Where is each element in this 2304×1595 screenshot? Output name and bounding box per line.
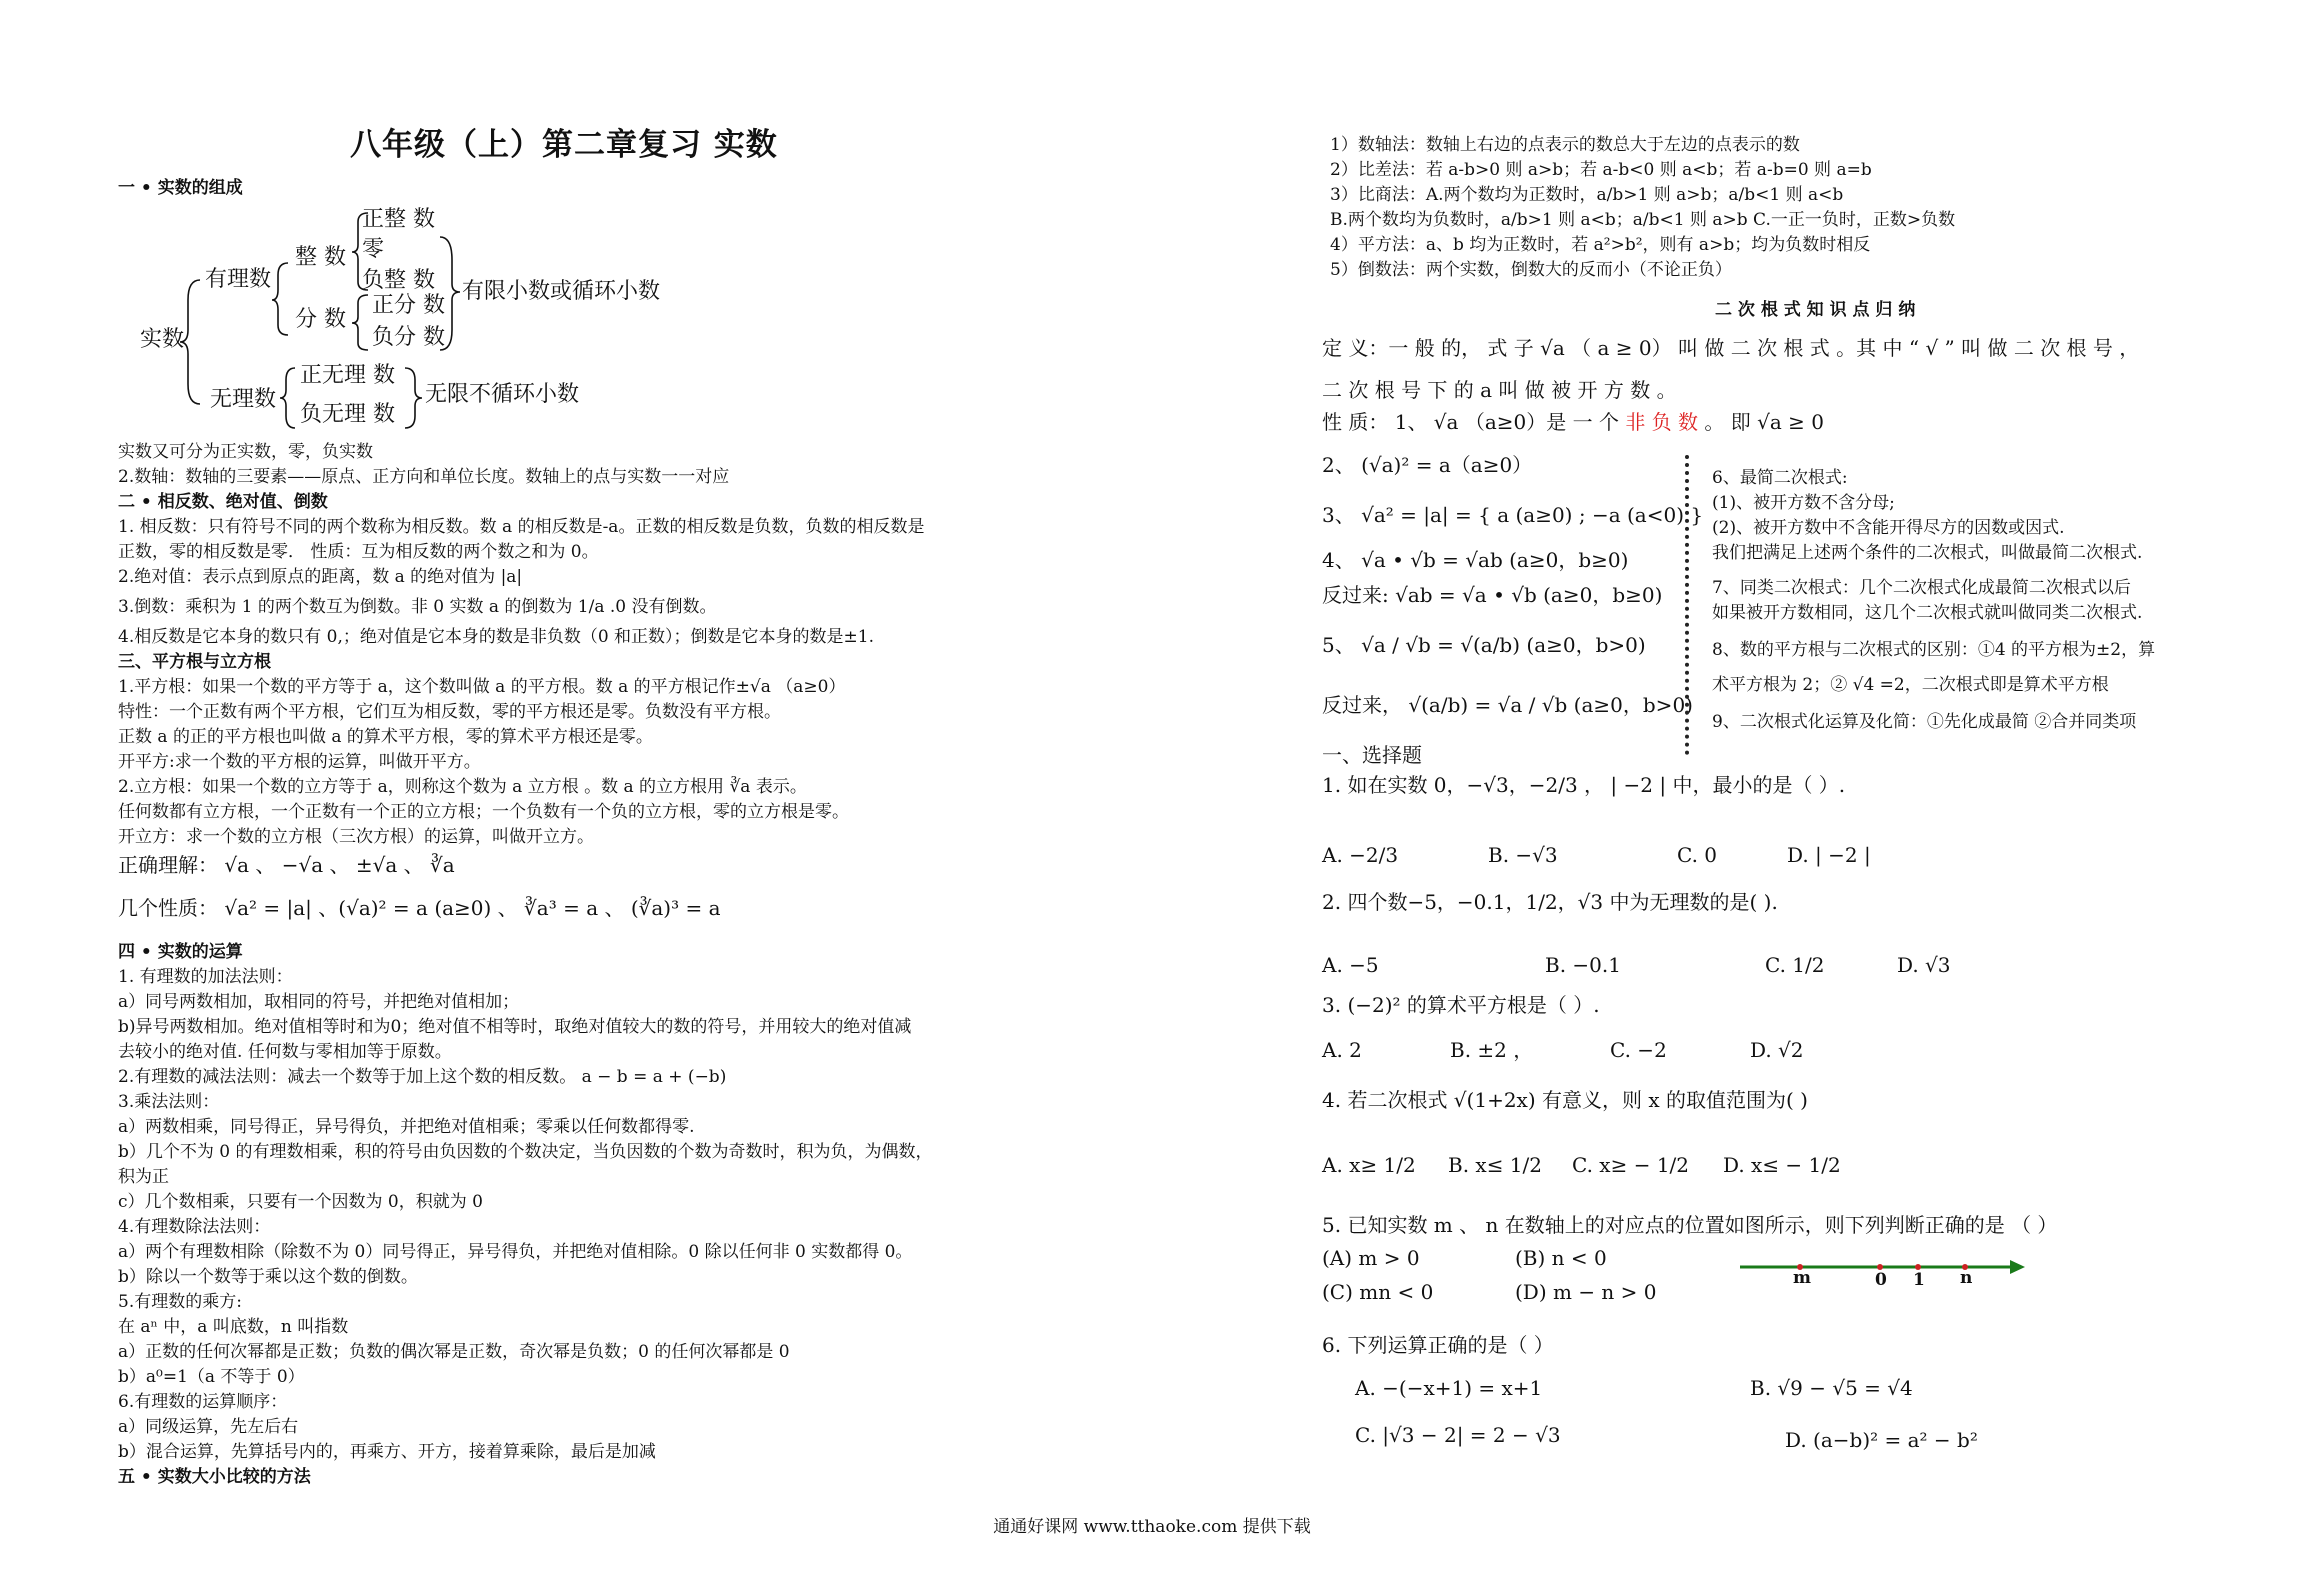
q5-option-c: (C) mn < 0 <box>1322 1280 1434 1304</box>
tree-pos-frac: 正分 数 <box>372 293 445 318</box>
section-heading: 五 • 实数大小比较的方法 <box>118 1467 311 1487</box>
q4-option-d: D. x≤ − 1/2 <box>1723 1153 1841 1177</box>
section-heading: 一 • 实数的组成 <box>118 178 243 198</box>
radical-title: 二 次 根 式 知 识 点 归 纳 <box>1715 300 1916 320</box>
tree-neg-frac: 负分 数 <box>372 325 445 350</box>
tree-pos-irr: 正无理 数 <box>300 363 395 388</box>
left-line: 正数 a 的正的平方根也叫做 a 的算术平方根，零的算术平方根还是零。 <box>118 727 653 747</box>
question-6: 6. 下列运算正确的是（ ） <box>1322 1333 1554 1357</box>
compare-line: 2）比差法：若 a-b>0 则 a>b；若 a-b<0 则 a<b；若 a-b=0 则 a=b <box>1330 160 1872 180</box>
definition-line: 定 义：一 般 的， 式 子 √a （ a ≥ 0） 叫 做 二 次 根 式 。其 中 “ √ ” 叫 做 二 次 根 号 ， <box>1322 336 2140 360</box>
left-line: 5.有理数的乘方: <box>118 1292 242 1312</box>
property-line: 2、 (√a)² = a（a≥0） <box>1322 453 1533 477</box>
property-right: 术平方根为 2；② √4 =2，二次根式即是算术平方根 <box>1712 675 2109 695</box>
numberline-zero: 0 <box>1875 1270 1887 1290</box>
q5-option-d: (D) m − n > 0 <box>1515 1280 1657 1304</box>
question-2: 2. 四个数−5，−0.1，1/2，√3 中为无理数的是( ). <box>1322 890 1778 914</box>
compare-line: 5）倒数法：两个实数，倒数大的反而小（不论正负） <box>1330 260 1732 280</box>
q4-option-b: B. x≤ 1/2 <box>1448 1153 1542 1177</box>
left-line: 2.有理数的减法法则：减去一个数等于加上这个数的相反数。 a − b = a + (−b) <box>118 1067 727 1087</box>
left-line: b）几个不为 0 的有理数相乘，积的符号由负因数的个数决定，当负因数的个数为奇数时，积为负，为偶数， <box>118 1142 933 1162</box>
left-line: c）几个数相乘，只要有一个因数为 0，积就为 0 <box>118 1192 483 1212</box>
question-section: 一、选择题 <box>1322 743 1422 767</box>
tree-rational: 有理数 <box>205 267 272 292</box>
property-right: 7、同类二次根式：几个二次根式化成最简二次根式以后 <box>1712 578 2131 598</box>
left-line: 2.绝对值：表示点到原点的距离，数 a 的绝对值为 |a| <box>118 567 523 587</box>
tree-neg-irr: 负无理 数 <box>300 402 395 427</box>
q5-option-a: (A) m > 0 <box>1322 1246 1420 1270</box>
page-title: 八年级（上）第二章复习 实数 <box>350 127 778 163</box>
left-line: 特性：一个正数有两个平方根，它们互为相反数，零的平方根还是零。负数没有平方根。 <box>118 702 781 722</box>
left-line: 去较小的绝对值. 任何数与零相加等于原数。 <box>118 1042 452 1062</box>
left-line: 开平方:求一个数的平方根的运算，叫做开平方。 <box>118 752 481 772</box>
q6-option-c: C. |√3 − 2| = 2 − √3 <box>1355 1423 1561 1447</box>
compare-line: B.两个数均为负数时，a/b>1 则 a<b；a/b<1 则 a>b C.一正一负时，正数>负数 <box>1330 210 1956 230</box>
q3-option-b: B. ±2 ， <box>1450 1038 1534 1062</box>
section-heading: 三、平方根与立方根 <box>118 652 271 672</box>
property-right: 6、最简二次根式: <box>1712 468 1848 488</box>
property-right: 8、数的平方根与二次根式的区别：①4 的平方根为±2，算 <box>1712 640 2156 660</box>
property-right: (2)、被开方数中不含能开得尽方的因数或因式. <box>1712 518 2065 538</box>
property-right: 我们把满足上述两个条件的二次根式，叫做最简二次根式. <box>1712 543 2143 563</box>
left-line: 1.平方根：如果一个数的平方等于 a，这个数叫做 a 的平方根。数 a 的平方根记作±√a （a≥0） <box>118 677 846 697</box>
left-line: 6.有理数的运算顺序： <box>118 1392 288 1412</box>
q1-option-c: C. 0 <box>1677 843 1718 867</box>
non-negative-highlight: 非 负 数 <box>1625 410 1699 434</box>
definition-line: 二 次 根 号 下 的 a 叫 做 被 开 方 数 。 <box>1322 378 1677 402</box>
left-line: 4.相反数是它本身的数只有 0,；绝对值是它本身的数是非负数（0 和正数）；倒数是它本身的数是±1. <box>118 627 875 647</box>
left-line: a）同号两数相加，取相同的符号，并把绝对值相加； <box>118 992 520 1012</box>
left-line: 实数又可分为正实数，零，负实数 <box>118 442 373 462</box>
tree-zero: 零 <box>362 237 385 262</box>
left-line: a）正数的任何次幂都是正数；负数的偶次幂是正数，奇次幂是负数；0 的任何次幂都是 0 <box>118 1342 790 1362</box>
question-3: 3. (−2)² 的算术平方根是（ ）. <box>1322 993 1600 1017</box>
left-line: 正确理解： √a 、 −√a 、 ±√a 、 ∛a <box>118 853 455 877</box>
tree-pos-int: 正整 数 <box>362 207 435 232</box>
left-line: 2.数轴：数轴的三要素——原点、正方向和单位长度。数轴上的点与实数一一对应 <box>118 467 730 487</box>
numberline-n: n <box>1960 1268 1973 1288</box>
property-1-text: 性 质： 1、 √a （a≥0）是 一 个 <box>1322 410 1619 434</box>
q1-option-d: D. | −2 | <box>1787 843 1871 867</box>
property-line: 5、 √a / √b = √(a/b) (a≥0，b>0) <box>1322 633 1646 657</box>
question-4: 4. 若二次根式 √(1+2x) 有意义，则 x 的取值范围为( ) <box>1322 1088 1808 1112</box>
property-right: 9、二次根式化运算及化简：①先化成最简 ②合并同类项 <box>1712 712 2137 732</box>
numberline-m: m <box>1793 1268 1811 1288</box>
left-line: 3.乘法法则： <box>118 1092 220 1112</box>
compare-line: 4）平方法：a、b 均为正数时，若 a²>b²，则有 a>b；均为负数时相反 <box>1330 235 1871 255</box>
property-1 <box>1322 412 1824 432</box>
q3-option-a: A. 2 <box>1322 1038 1362 1062</box>
q2-option-d: D. √3 <box>1897 953 1951 977</box>
property-line: 反过来: √ab = √a • √b (a≥0，b≥0) <box>1322 583 1663 607</box>
left-line: 1. 相反数：只有符号不同的两个数称为相反数。数 a 的相反数是-a。正数的相反数是负数，负数的相反数是 <box>118 517 925 537</box>
numberline-one: 1 <box>1913 1270 1925 1290</box>
property-1-tail: 。 即 √a ≥ 0 <box>1704 410 1824 434</box>
q4-option-c: C. x≥ − 1/2 <box>1572 1153 1690 1177</box>
q1-option-b: B. −√3 <box>1488 843 1558 867</box>
q3-option-c: C. −2 <box>1610 1038 1667 1062</box>
q2-option-a: A. −5 <box>1322 953 1379 977</box>
left-line: 正数，零的相反数是零． 性质：互为相反数的两个数之和为 0。 <box>118 542 599 562</box>
compare-line: 3）比商法：A.两个数均为正数时，a/b>1 则 a>b；a/b<1 则 a<b <box>1330 185 1844 205</box>
tree-integer: 整 数 <box>295 245 346 270</box>
tree-neg-int: 负整 数 <box>362 268 435 293</box>
left-line: b）混合运算，先算括号内的，再乘方、开方，接着算乘除，最后是加减 <box>118 1442 656 1462</box>
left-line: 1. 有理数的加法法则： <box>118 967 293 987</box>
property-line: 4、 √a • √b = √ab (a≥0，b≥0) <box>1322 548 1629 572</box>
q3-option-d: D. √2 <box>1750 1038 1804 1062</box>
left-line: 3.倒数：乘积为 1 的两个数互为倒数。非 0 实数 a 的倒数为 1/a .0 没有倒数。 <box>118 597 717 617</box>
dotted-divider <box>1685 455 1689 755</box>
left-line: 在 aⁿ 中，a 叫底数，n 叫指数 <box>118 1317 349 1337</box>
tree-fraction: 分 数 <box>295 307 346 332</box>
left-line: a）两数相乘，同号得正，异号得负，并把绝对值相乘；零乘以任何数都得零. <box>118 1117 695 1137</box>
left-line: b）a⁰=1（a 不等于 0） <box>118 1367 305 1387</box>
tree-infinite: 无限不循环小数 <box>425 382 580 407</box>
property-line: 3、 √a² = |a| = { a (a≥0) ; −a (a<0) } <box>1322 503 1704 527</box>
q2-option-b: B. −0.1 <box>1545 953 1621 977</box>
left-line: 任何数都有立方根，一个正数有一个正的立方根；一个负数有一个负的立方根，零的立方根是零。 <box>118 802 849 822</box>
question-1: 1. 如在实数 0，−√3，−2/3 ， | −2 | 中，最小的是（ ）. <box>1322 773 1846 797</box>
question-5: 5. 已知实数 m 、 n 在数轴上的对应点的位置如图所示，则下列判断正确的是 （ ） <box>1322 1213 2058 1237</box>
q6-option-a: A. −(−x+1) = x+1 <box>1355 1376 1543 1400</box>
left-line: b)异号两数相加。绝对值相等时和为0；绝对值不相等时，取绝对值较大的数的符号，并用较大的绝对值减 <box>118 1017 912 1037</box>
q4-option-a: A. x≥ 1/2 <box>1322 1153 1416 1177</box>
compare-line: 1）数轴法：数轴上右边的点表示的数总大于左边的点表示的数 <box>1330 135 1800 155</box>
q6-option-b: B. √9 − √5 = √4 <box>1750 1376 1913 1400</box>
q6-option-d: D. (a−b)² = a² − b² <box>1785 1428 1978 1452</box>
footer: 通通好课网 www.tthaoke.com 提供下载 <box>993 1517 1311 1537</box>
left-line: 4.有理数除法法则： <box>118 1217 271 1237</box>
q1-option-a: A. −2/3 <box>1322 843 1399 867</box>
left-line: 开立方：求一个数的立方根（三次方根）的运算，叫做开立方。 <box>118 827 594 847</box>
left-line: a）同级运算，先左后右 <box>118 1417 299 1437</box>
q5-option-b: (B) n < 0 <box>1515 1246 1607 1270</box>
section-heading: 四 • 实数的运算 <box>118 942 243 962</box>
property-right: 如果被开方数相同，这几个二次根式就叫做同类二次根式. <box>1712 603 2143 623</box>
property-right: (1)、被开方数不含分母; <box>1712 493 1895 513</box>
left-line: 几个性质： √a² = |a| 、(√a)² = a (a≥0) 、 ∛a³ = a 、 (∛a)³ = a <box>118 896 721 920</box>
left-line: a）两个有理数相除（除数不为 0）同号得正，异号得负，并把绝对值相除。0 除以任何非 0 实数都得 0。 <box>118 1242 913 1262</box>
section-heading: 二 • 相反数、绝对值、倒数 <box>118 492 328 512</box>
left-line: 积为正 <box>118 1167 169 1187</box>
left-line: 2.立方根：如果一个数的立方等于 a，则称这个数为 a 立方根 。数 a 的立方根用 ∛a 表示。 <box>118 777 807 797</box>
q2-option-c: C. 1/2 <box>1765 953 1825 977</box>
tree-real: 实数 <box>140 327 185 352</box>
tree-finite: 有限小数或循环小数 <box>462 279 661 304</box>
property-line: 反过来， √(a/b) = √a / √b (a≥0，b>0) <box>1322 693 1693 717</box>
left-line: b）除以一个数等于乘以这个数的倒数。 <box>118 1267 418 1287</box>
tree-irrational: 无理数 <box>210 387 277 412</box>
